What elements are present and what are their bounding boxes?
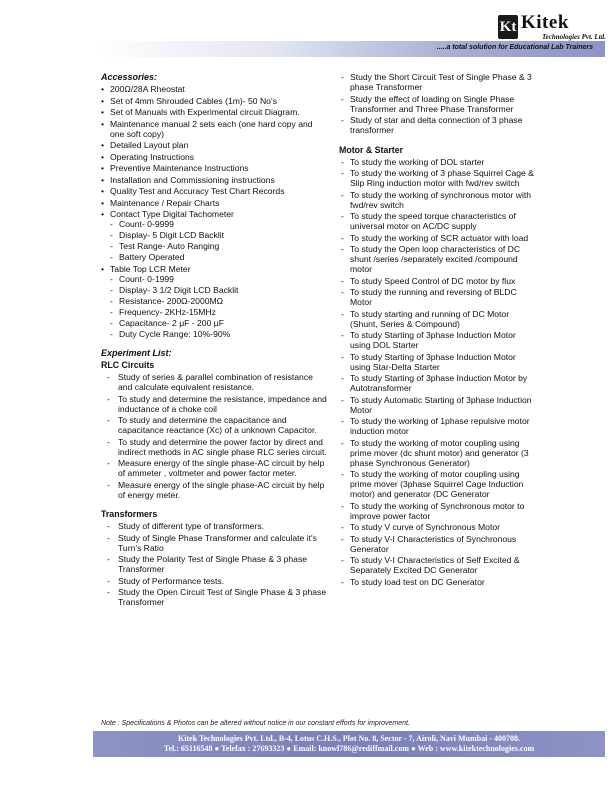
spec-item: - Resistance- 200Ω-2000MΩ xyxy=(110,296,327,306)
list-item: - To study Starting of 3phase Induction Motor by Autotransformer xyxy=(339,373,535,393)
motor-starter-list xyxy=(339,157,535,587)
list-item: - Measure energy of the single phase-AC circuit by help of energy meter. xyxy=(101,480,327,500)
list-item: - To study the working of synchronous motor with fwd/rev switch xyxy=(339,190,535,210)
tachometer-specs xyxy=(110,219,327,262)
spec-item: - Count- 0-1999 xyxy=(110,274,327,284)
list-item: - To study and determine the resistance, impedance and inductance of a choke coil xyxy=(101,394,327,414)
spec-item: - Display- 3 1/2 Digit LCD Backlit xyxy=(110,285,327,295)
footer-band xyxy=(93,731,605,757)
list-item: - To study the working of Synchronous motor to improve power factor xyxy=(339,501,535,521)
list-item: - To study the working of motor coupling using prime mover (3phase Squirrel Cage Induction motor) and generator (DC Generator xyxy=(339,469,535,499)
rlc-list xyxy=(101,372,327,500)
list-item: - Study the Short Circuit Test of Single Phase & 3 phase Transformer xyxy=(339,72,535,92)
list-item: - Study the Polarity Test of Single Phase & 3 phase Transformer xyxy=(101,554,327,574)
tachometer-label: Contact Type Digital Tachometer xyxy=(110,209,234,219)
logo-brand: Kitek xyxy=(521,12,569,33)
list-item: - Study the effect of loading on Single Phase Transformer and Three Phase Transformer xyxy=(339,94,535,114)
footer-note: Note : Specifications & Photos can be altered without notice in our constant efforts for improvement. xyxy=(101,720,410,727)
list-item: - Study of different type of transformers. xyxy=(101,521,327,531)
tachometer-item xyxy=(101,209,327,262)
list-item: • Maintenance manual 2 sets each (one hard copy and one soft copy) xyxy=(101,119,327,139)
list-item: - To study V curve of Synchronous Motor xyxy=(339,522,535,532)
footer-contact: Tel.: 65116548 ● Telefax : 27693323 ● Email: knowl786@rediffmail.com ● Web : www.kitektechnologies.com xyxy=(163,744,535,753)
logo-subtitle: Technologies Pvt. Ltd. xyxy=(542,33,606,41)
list-item: - To study V-I Characteristics of Synchronous Generator xyxy=(339,534,535,554)
list-item: • Preventive Maintenance Instructions xyxy=(101,163,327,173)
list-item: - To study Starting of 3phase Induction Motor using Star-Delta Starter xyxy=(339,352,535,372)
accessories-heading: Accessories: xyxy=(101,72,158,82)
list-item: - To study the working of 1phase repulsive motor induction motor xyxy=(339,416,535,436)
list-item: - To study the running and reversing of BLDC Motor xyxy=(339,287,535,307)
list-item: - To study the Open loop characteristics of DC shunt /series /separately excited /compound motor xyxy=(339,244,535,274)
spec-item: - Duty Cycle Range: 10%-90% xyxy=(110,329,327,339)
header-band xyxy=(93,41,605,57)
left-column xyxy=(101,72,327,609)
transformers-heading: Transformers xyxy=(101,509,158,519)
list-item: • Set of Manuals with Experimental circuit Diagram. xyxy=(101,107,327,117)
spec-item: - Frequency- 2KHz-15MHz xyxy=(110,307,327,317)
list-item: - To study and determine the power factor by direct and indirect methods in AC single phase RLC series circuit. xyxy=(101,437,327,457)
list-item: - Study of series & parallel combination of resistance and calculate equivalent resistance. xyxy=(101,372,327,392)
list-item: - To study load test on DC Generator xyxy=(339,577,535,587)
list-item: - To study Automatic Starting of 3phase Induction Motor xyxy=(339,395,535,415)
transformers-list-continued xyxy=(339,72,535,135)
list-item: • Detailed Layout plan xyxy=(101,140,327,150)
list-item: • Maintenance / Repair Charts xyxy=(101,198,327,208)
spec-item: - Test Range- Auto Ranging xyxy=(110,241,327,251)
list-item: - To study Starting of 3phase Induction Motor using DOL Starter xyxy=(339,330,535,350)
list-item: - To study the speed torque characteristics of universal motor on AC/DC supply xyxy=(339,211,535,231)
list-item: - To study Speed Control of DC motor by flux xyxy=(339,276,535,286)
list-item: - Study of Single Phase Transformer and calculate it's Turn's Ratio xyxy=(101,533,327,553)
lcr-meter-specs xyxy=(110,274,327,339)
list-item: • Operating Instructions xyxy=(101,152,327,162)
list-item: - To study the working of motor coupling using prime mover (dc shunt motor) and generator (3 phase Synchronous Generator) xyxy=(339,438,535,468)
spec-item: - Battery Operated xyxy=(110,252,327,262)
list-item: - To study the working of DOL starter xyxy=(339,157,535,167)
list-item: - To study the working of SCR actuator with load xyxy=(339,233,535,243)
list-item: - To study V-I Characteristics of Self Excited & Separately Excited DC Generator xyxy=(339,555,535,575)
list-item: • 200Ω/28A Rheostat xyxy=(101,84,327,94)
spec-item: - Capacitance- 2 μF - 200 μF xyxy=(110,318,327,328)
transformers-list xyxy=(101,521,327,607)
right-column xyxy=(339,72,535,588)
tagline: .....a total solution for Educational Lab Trainers xyxy=(436,44,593,51)
list-item: - To study the working of 3 phase Squirrel Cage & Slip Ring induction motor with fwd/rev switch xyxy=(339,168,535,188)
list-item: - To study and determine the capacitance and capacitance reactance (Xc) of a unknown Capacitor. xyxy=(101,415,327,435)
spec-item: - Count- 0-9999 xyxy=(110,219,327,229)
list-item: - To study starting and running of DC Motor (Shunt, Series & Compound) xyxy=(339,309,535,329)
company-logo xyxy=(498,12,606,44)
lcr-meter-label: Table Top LCR Meter xyxy=(110,263,191,274)
list-item: - Study of Performance tests. xyxy=(101,576,327,586)
list-item: - Study the Open Circuit Test of Single Phase & 3 phase Transformer xyxy=(101,587,327,607)
list-item: • Quality Test and Accuracy Test Chart Records xyxy=(101,186,327,196)
logo-mark-icon: Kt xyxy=(498,15,518,39)
motor-starter-heading: Motor & Starter xyxy=(339,144,404,155)
rlc-heading: RLC Circuits xyxy=(101,360,155,370)
spec-item: - Display- 5 Digit LCD Backlit xyxy=(110,230,327,240)
list-item: • Set of 4mm Shrouded Cables (1m)- 50 No's xyxy=(101,96,327,106)
list-item: • Installation and Commissioning instructions xyxy=(101,175,327,185)
experiment-list-heading: Experiment List: xyxy=(101,348,172,358)
list-item: - Measure energy of the single phase-AC circuit by help of ammeter , voltmeter and power factor meter. xyxy=(101,458,327,478)
lcr-meter-item xyxy=(101,264,327,339)
accessories-list xyxy=(101,84,327,339)
list-item: - Study of star and delta connection of 3 phase transformer xyxy=(339,115,535,135)
footer-address: Kitek Technologies Pvt. Ltd., B-4, Lotus C.H.S., Plot No. 8, Sector - 7, Airoli, Navi Mumbai - 400708. xyxy=(178,734,520,743)
